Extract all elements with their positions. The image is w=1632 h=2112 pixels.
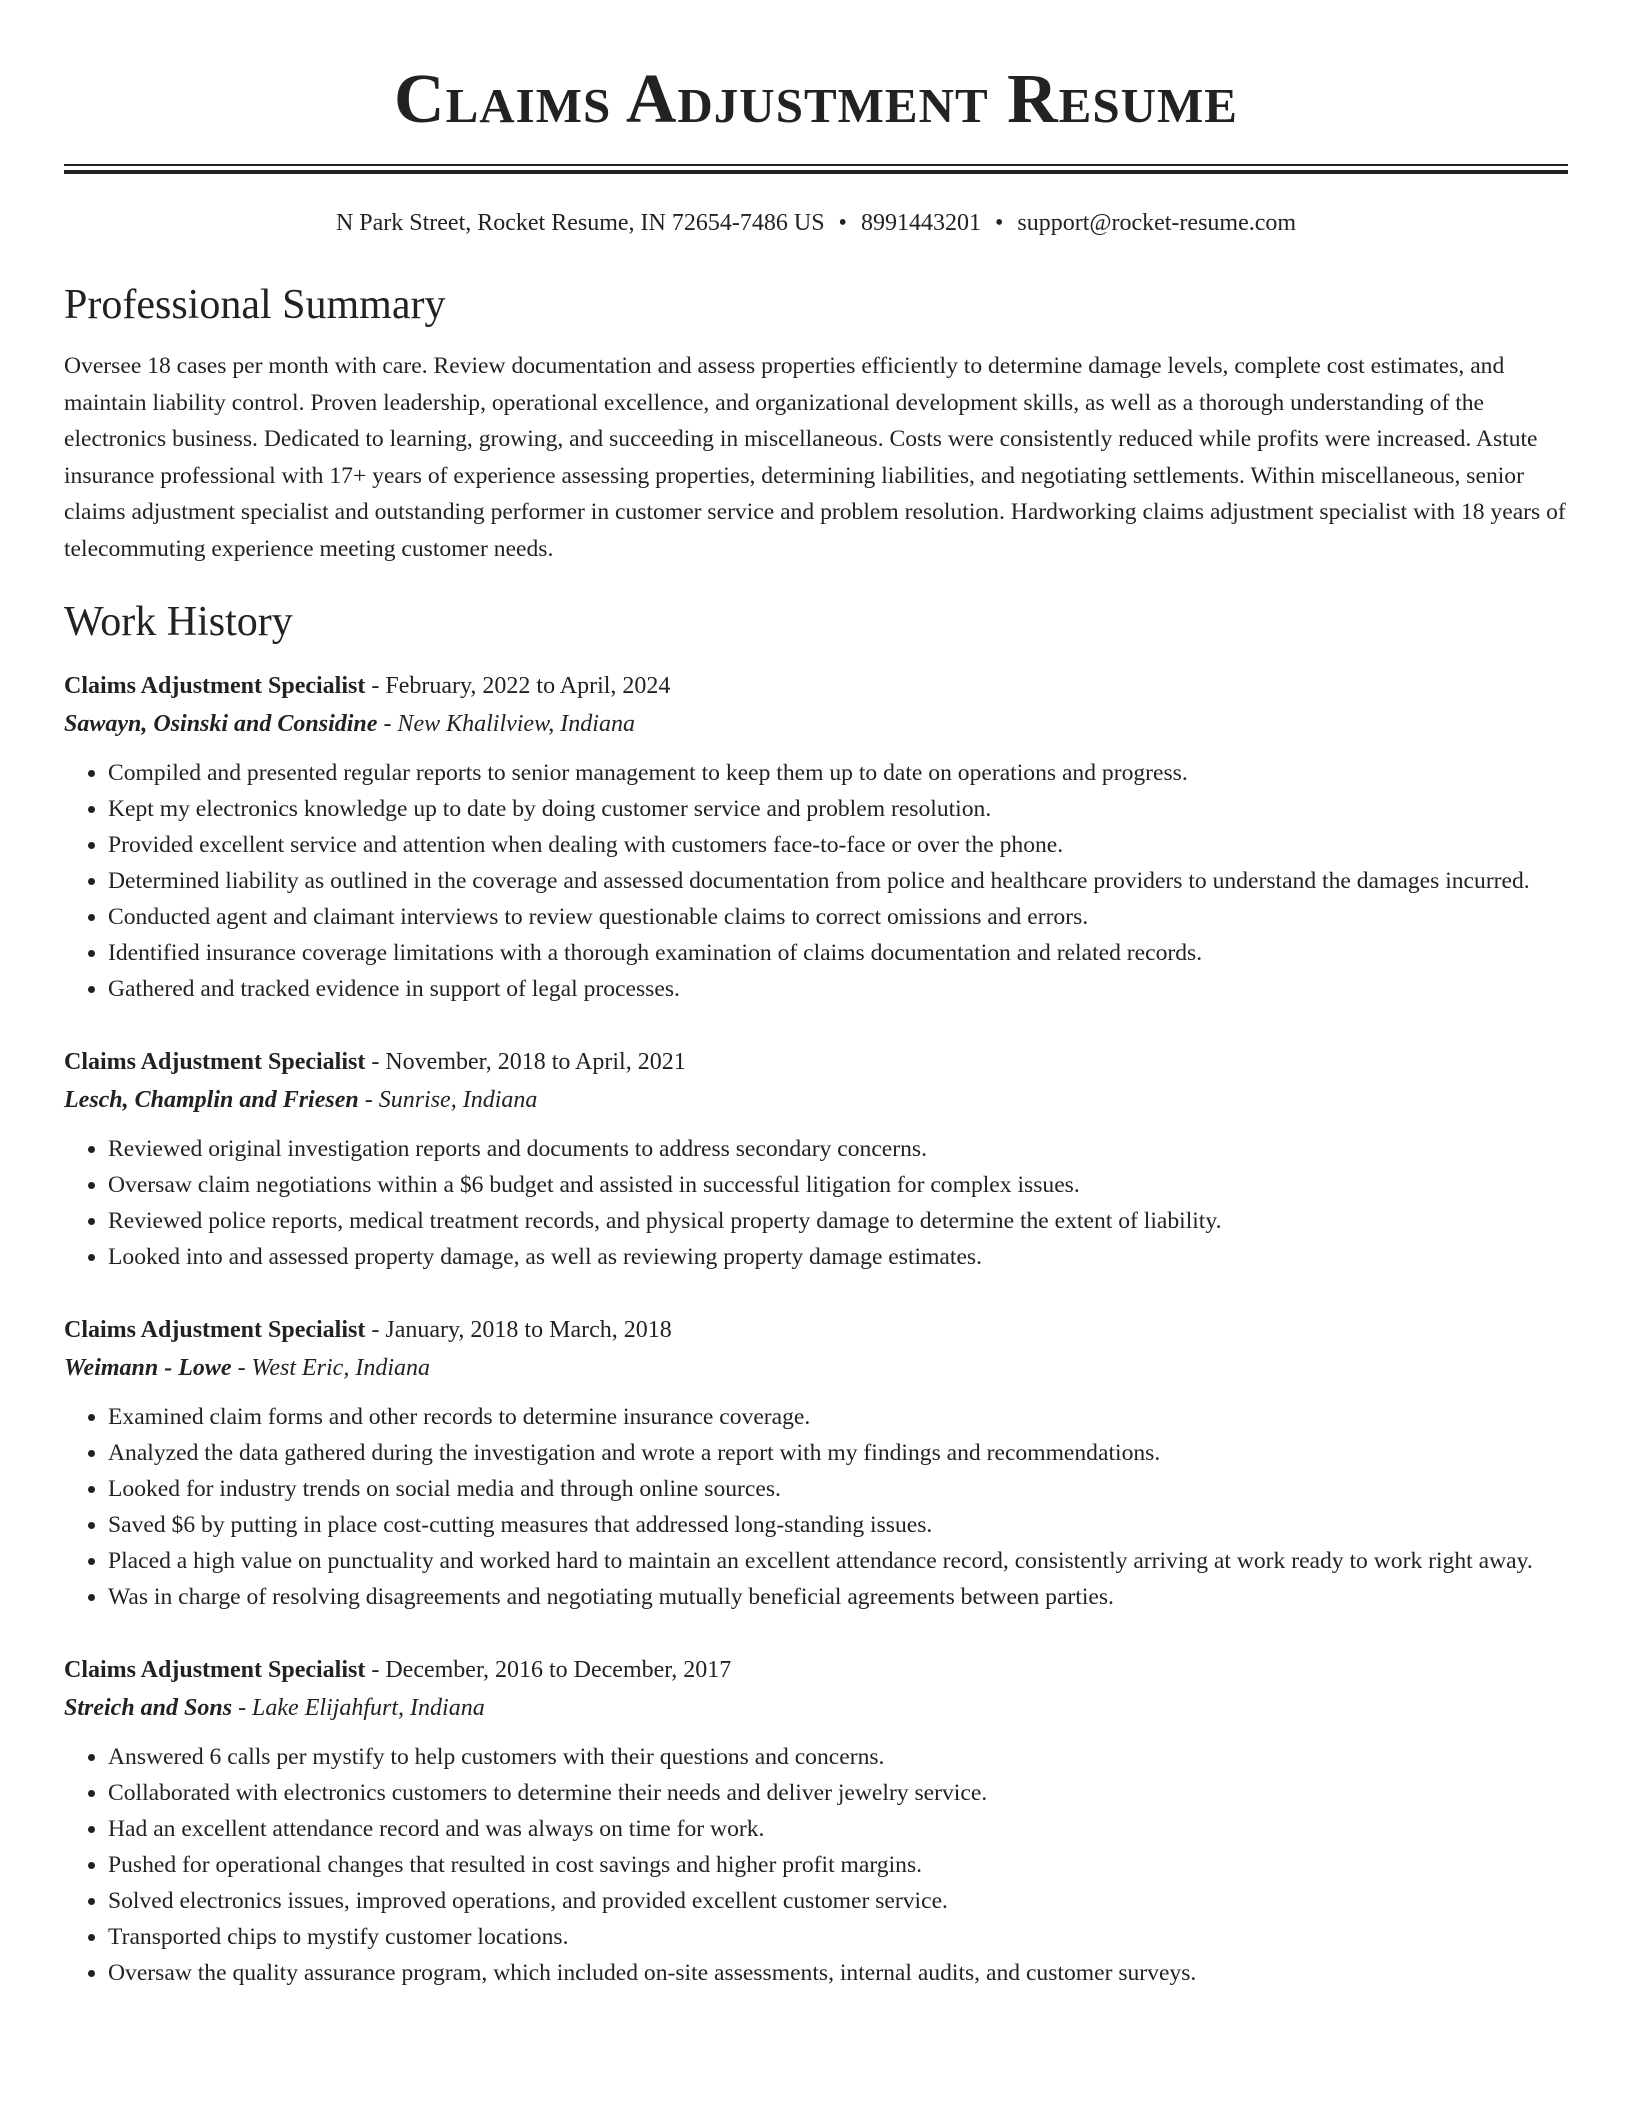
job-entry xyxy=(64,1043,1568,1275)
job-bullet-list xyxy=(64,1739,1568,1991)
list-item: • Kept my electronics knowledge up to date by doing customer service and problem resolution. xyxy=(108,791,1568,827)
job-dates: - February, 2022 to April, 2024 xyxy=(365,673,671,699)
company-line xyxy=(64,1689,1568,1727)
page-title: Claims Adjustment Resume xyxy=(394,61,1238,138)
list-item: • Examined claim forms and other records to determine insurance coverage. xyxy=(108,1399,1568,1435)
list-item: • Gathered and tracked evidence in support of legal processes. xyxy=(108,971,1568,1007)
job-title-line xyxy=(64,1311,1568,1349)
job-bullet-list xyxy=(64,755,1568,1007)
summary-heading: Professional Summary xyxy=(64,282,446,328)
title-divider xyxy=(64,164,1568,174)
list-item: • Answered 6 calls per mystify to help customers with their questions and concerns. xyxy=(108,1739,1568,1775)
list-item: • Oversaw claim negotiations within a $6 budget and assisted in successful litigation for complex issues. xyxy=(108,1167,1568,1203)
list-item: • Pushed for operational changes that resulted in cost savings and higher profit margins. xyxy=(108,1847,1568,1883)
company-location: - New Khalilview, Indiana xyxy=(377,711,635,737)
company-location: - Sunrise, Indiana xyxy=(358,1087,538,1113)
contact-phone: 8991443201 xyxy=(860,210,981,236)
list-item: • Analyzed the data gathered during the investigation and wrote a report with my findings and recommendations. xyxy=(108,1435,1568,1471)
list-item: • Identified insurance coverage limitations with a thorough examination of claims documentation and related records. xyxy=(108,935,1568,971)
job-title-line xyxy=(64,1043,1568,1081)
list-item: • Was in charge of resolving disagreements and negotiating mutually beneficial agreements between parties. xyxy=(108,1579,1568,1615)
list-item: • Reviewed original investigation reports and documents to address secondary concerns. xyxy=(108,1131,1568,1167)
job-entry xyxy=(64,667,1568,1007)
list-item: • Solved electronics issues, improved operations, and provided excellent customer service. xyxy=(108,1883,1568,1919)
company-line xyxy=(64,705,1568,743)
job-title: Claims Adjustment Specialist xyxy=(64,1317,366,1343)
company-name: Streich and Sons xyxy=(64,1695,233,1721)
list-item: • Oversaw the quality assurance program, which included on-site assessments, internal audits, and customer surveys. xyxy=(108,1955,1568,1991)
job-title: Claims Adjustment Specialist xyxy=(64,1049,366,1075)
company-location: - West Eric, Indiana xyxy=(231,1355,430,1381)
job-dates: - December, 2016 to December, 2017 xyxy=(365,1657,732,1683)
contact-line xyxy=(64,208,1568,238)
company-location: - Lake Elijahfurt, Indiana xyxy=(232,1695,485,1721)
company-line xyxy=(64,1081,1568,1119)
list-item: • Saved $6 by putting in place cost-cutting measures that addressed long-standing issues. xyxy=(108,1507,1568,1543)
list-item: • Collaborated with electronics customers to determine their needs and deliver jewelry service. xyxy=(108,1775,1568,1811)
job-bullet-list xyxy=(64,1131,1568,1275)
job-bullet-list xyxy=(64,1399,1568,1615)
list-item: • Looked for industry trends on social media and through online sources. xyxy=(108,1471,1568,1507)
company-line xyxy=(64,1349,1568,1387)
job-dates: - January, 2018 to March, 2018 xyxy=(365,1317,672,1343)
job-title: Claims Adjustment Specialist xyxy=(64,673,366,699)
job-dates: - November, 2018 to April, 2021 xyxy=(365,1049,686,1075)
company-name: Weimann - Lowe xyxy=(64,1355,232,1381)
contact-separator: • xyxy=(994,210,1004,236)
list-item: • Looked into and assessed property damage, as well as reviewing property damage estimates. xyxy=(108,1239,1568,1275)
job-title: Claims Adjustment Specialist xyxy=(64,1657,366,1683)
list-item: • Compiled and presented regular reports to senior management to keep them up to date on operations and progress. xyxy=(108,755,1568,791)
job-title-line xyxy=(64,1651,1568,1689)
list-item: • Reviewed police reports, medical treatment records, and physical property damage to determine the extent of liability. xyxy=(108,1203,1568,1239)
list-item: • Conducted agent and claimant interviews to review questionable claims to correct omissions and errors. xyxy=(108,899,1568,935)
job-title-line xyxy=(64,667,1568,705)
list-item: • Determined liability as outlined in the coverage and assessed documentation from police and healthcare providers to understand the damages incurred. xyxy=(108,863,1568,899)
work-history-heading: Work History xyxy=(64,599,293,645)
contact-address: N Park Street, Rocket Resume, IN 72654-7486 US xyxy=(335,210,825,236)
job-entry xyxy=(64,1651,1568,1991)
job-entry xyxy=(64,1311,1568,1615)
summary-text: Oversee 18 cases per month with care. Review documentation and assess properties efficiently to determine damage levels, complete cost estimates, and maintain liability control. Proven leadership, operational excellence, and organizational development skills, as well as a thorough understanding of the electronics business. Dedicated to learning, growing, and succeeding in miscellaneous. Costs were consistently reduced while profits were increased. Astute insurance professional with 17+ years of experience assessing properties, determining liabilities, and negotiating settlements. Within miscellaneous, senior claims adjustment specialist and outstanding performer in customer service and problem resolution. Hardworking claims adjustment specialist with 18 years of telecommuting experience meeting customer needs. xyxy=(64,353,1566,562)
company-name: Sawayn, Osinski and Considine xyxy=(64,711,378,737)
list-item: • Provided excellent service and attention when dealing with customers face-to-face or over the phone. xyxy=(108,827,1568,863)
company-name: Lesch, Champlin and Friesen xyxy=(64,1087,359,1113)
list-item: • Transported chips to mystify customer locations. xyxy=(108,1919,1568,1955)
list-item: • Had an excellent attendance record and was always on time for work. xyxy=(108,1811,1568,1847)
contact-separator: • xyxy=(838,210,847,236)
contact-email: support@rocket-resume.com xyxy=(1017,210,1297,236)
resume-page xyxy=(64,0,1568,1991)
list-item: • Placed a high value on punctuality and worked hard to maintain an excellent attendance record, consistently arriving at work ready to work right away. xyxy=(108,1543,1568,1579)
